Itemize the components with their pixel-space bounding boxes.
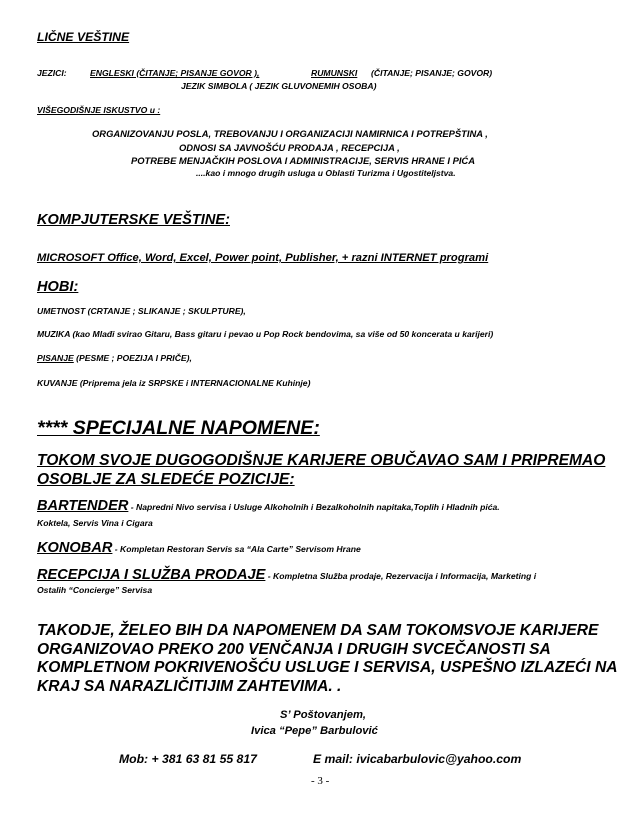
iskustvo-label: VIŠEGODIŠNJE ISKUSTVO u : bbox=[37, 105, 161, 115]
closing-line-4: KRAJ SA NARAZLIČITIJIM ZAHTEVIMA. . bbox=[37, 678, 342, 695]
signature-name: Ivica “Pepe” Barbulović bbox=[251, 725, 378, 737]
napomene-intro-line-2: OSOBLJE ZA SLEDEĆE POZICIJE: bbox=[37, 471, 295, 488]
hobi-pisanje-label: PISANJE bbox=[37, 353, 74, 363]
hobi-heading: HOBI: bbox=[37, 279, 79, 295]
recepcija-label: RECEPCIJA I SLUŽBA PRODAJE bbox=[37, 567, 266, 583]
hobi-muzika: MUZIKA (kao Mlađi svirao Gitaru, Bass gitaru i pevao u Pop Rock bendovima, sa više od 50 koncerata u karijeri) bbox=[37, 329, 494, 339]
greeting: S’ Poštovanjem, bbox=[280, 709, 367, 721]
iskustvo-line-2: ODNOSI SA JAVNOŠĆU PRODAJA , RECEPCIJA , bbox=[179, 142, 400, 153]
hobi-kuvanje: KUVANJE (Pripremа jela iz SRPSKE i INTERNACIONALNE Kuhinje) bbox=[37, 378, 311, 388]
licne-vestine-heading: LIČNE VEŠTINE bbox=[37, 30, 130, 44]
kompjuterske-vestine-text: MICROSOFT Office, Word, Excel, Power point, Publisher, + razni INTERNET programi bbox=[37, 252, 489, 264]
bartender-line-2: Koktela, Servis Vina i Cigara bbox=[37, 518, 153, 528]
iskustvo-line-3: POTREBE MENJAČKIH POSLOVA I ADMINISTRACIJE, SERVIS HRANE I PIĆA bbox=[131, 155, 475, 166]
hobi-umetnost: UMETNOST (CRTANJE ; SLIKANJE ; SKULPTURE), bbox=[37, 306, 246, 316]
bartender-row bbox=[37, 497, 500, 515]
closing-line-3: KOMPLETNOM POKRIVENOŠĆU USLUGE I SERVISA, USPEŠNO IZLAZEĆI NA bbox=[37, 659, 618, 676]
contact-mobile: Mob: + 381 63 81 55 817 bbox=[119, 752, 257, 766]
jezik-rumunski: RUMUNSKI bbox=[311, 68, 358, 78]
hobi-pisanje-detalji: (PESME ; POEZIJA I PRIČE), bbox=[73, 353, 192, 363]
hobi-pisanje bbox=[37, 353, 192, 363]
kompjuterske-vestine-heading: KOMPJUTERSKE VEŠTINE: bbox=[37, 212, 230, 228]
bartender-label: BARTENDER bbox=[37, 498, 129, 514]
iskustvo-line-4: ....kao i mnogo drugih usluga u Oblasti Turizma i Ugostiteljstva. bbox=[196, 168, 456, 178]
page-number: - 3 - bbox=[311, 775, 330, 787]
contact-email: E mail: ivicabarbulovic@yahoo.com bbox=[313, 752, 522, 766]
recepcija-line-2: Ostalih “Concierge” Servisa bbox=[37, 585, 153, 595]
jezik-engleski: ENGLESKI (ČITANJE; PISANJE GOVOR ), bbox=[90, 68, 260, 78]
jezik-rumunski-detalji: (ČITANJE; PISANJE; GOVOR) bbox=[371, 68, 493, 78]
napomene-intro-line-1: TOKOM SVOJE DUGOGODIŠNJE KARIJERE OBUČAVAO SAM I PRIPREMAO bbox=[37, 452, 606, 469]
closing-line-2: ORGANIZOVAO PREKO 200 VENČANJA I DRUGIH SVCEČANOSTI SA bbox=[37, 641, 551, 658]
recepcija-row bbox=[37, 566, 536, 584]
jezik-znakovni: JEZIK SIMBOLA ( JEZIK GLUVONEMIH OSOBA) bbox=[181, 81, 377, 91]
konobar-row bbox=[37, 539, 361, 557]
recepcija-text: - Kompletna Služba prodaje, Rezervacija i Informacija, Marketing i bbox=[265, 571, 537, 581]
closing-line-1: TAKODJE, ŽELEO BIH DA NAPOMENEM DA SAM TOKOMSVOJE KARIJERE bbox=[37, 622, 599, 639]
konobar-label: KONOBAR bbox=[37, 540, 113, 556]
bartender-text: - Napredni Nivo servisa i Usluge Alkoholnih i Bezalkoholnih napitaka,Toplih i Hladnih pića. bbox=[128, 502, 500, 512]
iskustvo-line-1: ORGANIZOVANJU POSLA, TREBOVANJU I ORGANIZACIJI NAMIRNICA I POTREPŠTINA , bbox=[92, 128, 488, 139]
konobar-text: - Kompletan Restoran Servis sa “Ala Carte” Servisom Hrane bbox=[112, 544, 361, 554]
jezici-label: JEZICI: bbox=[37, 68, 67, 78]
specijalne-napomene-heading: **** SPECIJALNE NAPOMENE: bbox=[37, 417, 320, 439]
